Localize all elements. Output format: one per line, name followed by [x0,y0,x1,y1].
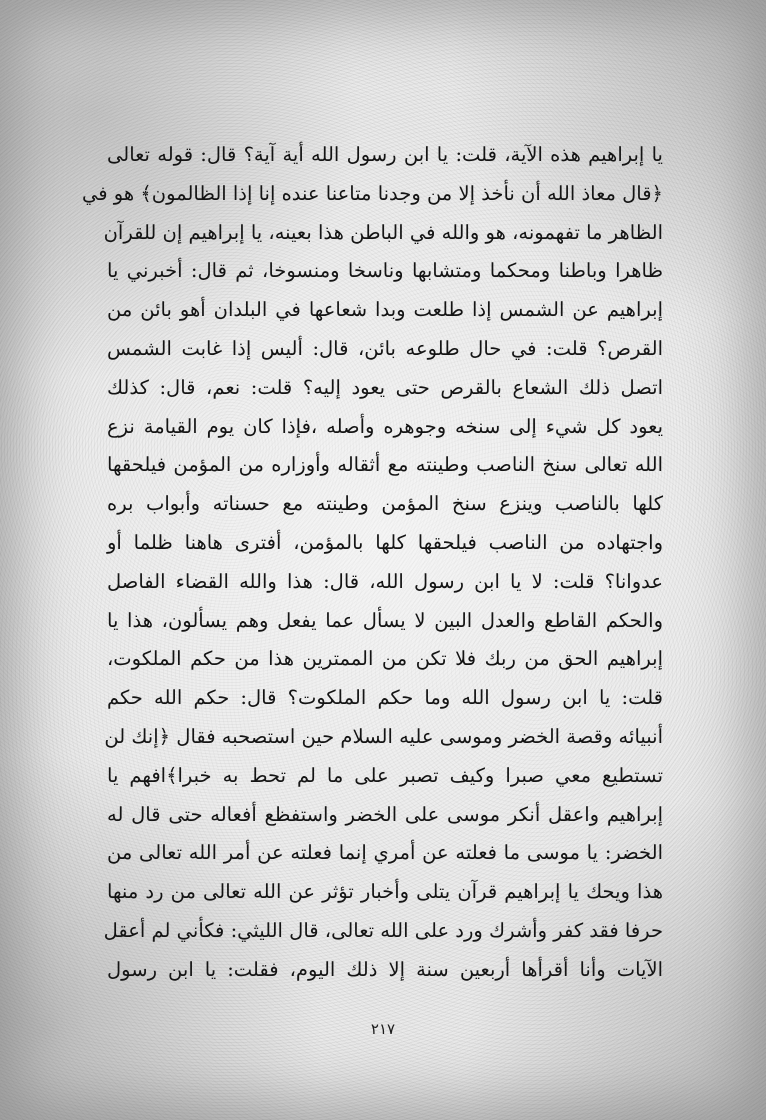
text-line: إبراهيم عن الشمس إذا طلعت وبدا شعاعها في البلدان أهو بائن من [107,298,663,322]
text-line: ظاهرا وباطنا ومحكما ومتشابها وناسخا ومنسوخا، ثم قال: أخبرني يا [107,259,663,283]
text-line: الخضر: يا موسى ما فعلته عن أمري إنما فعلته عن أمر الله تعالى من [107,841,663,865]
text-line: تستطيع معي صبرا وكيف تصبر على ما لم تحط به خبرا﴾افهم يا [107,763,663,787]
text-line: إبراهيم واعقل أنكر موسى على الخضر واستفظع أفعاله حتى قال له [107,802,663,826]
text-line: هذا ويحك يا إبراهيم قرآن يتلى وأخبار تؤثر عن الله تعالى من رد منها [107,880,663,904]
text-line: أنبيائه وقصة الخضر وموسى عليه السلام حين استصحبه فقال ﴿إنك لن [104,724,663,748]
text-line: اتصل ذلك الشعاع بالقرص حتى يعود إليه؟ قلت: نعم، قال: كذلك [107,375,663,399]
text-line: قلت: يا ابن رسول الله وما حكم الملكوت؟ قال: حكم الله حكم [107,686,663,710]
text-line: إبراهيم الحق من ربك فلا تكن من الممترين هذا من حكم الملكوت، [107,647,663,671]
text-line: ﴿قال معاذ الله أن نأخذ إلا من وجدنا متاعنا عنده إنا إذا الظالمون﴾ هو في [82,181,663,205]
text-line: يا إبراهيم هذه الآية، قلت: يا ابن رسول الله أية آية؟ قال: قوله تعالى [107,143,663,166]
text-line: عدوانا؟ قلت: لا يا ابن رسول الله، قال: هذا والله القضاء الفاصل [107,569,663,593]
text-line: الآيات وأنا أقرأها أربعين سنة إلا ذلك اليوم، فقلت: يا ابن رسول [107,957,663,981]
page-number: ٢١٧ [370,1020,396,1038]
text-line: الله تعالى سنخ الناصب وطينته مع أثقاله وأوزاره من المؤمن فيلحقها [107,453,663,477]
body-text [82,136,663,990]
text-line: الظاهر ما تفهمونه، هو والله في الباطن هذا بعينه، يا إبراهيم إن للقرآن [103,220,663,244]
text-line: يعود كل شيء إلى سنخه وجوهره وأصله ،فإذا كان يوم القيامة نزع [107,414,663,438]
text-line: كلها بالناصب وينزع سنخ المؤمن وطينته مع حسناته وأبواب بره [107,492,663,516]
text-line: القرص؟ قلت: في حال طلوعه بائن، قال: أليس إذا غابت الشمس [107,336,663,360]
text-line: والحكم القاطع والعدل البين لا يسأل عما يفعل وهم يسألون، هذا يا [107,608,663,632]
text-line: حرفا فقد كفر وأشرك ورد على الله تعالى، قال الليثي: فكأني لم أعقل [103,918,663,942]
text-line: واجتهاده من الناصب فيلحقها كلها بالمؤمن، أفترى هاهنا ظلما أو [107,530,663,554]
